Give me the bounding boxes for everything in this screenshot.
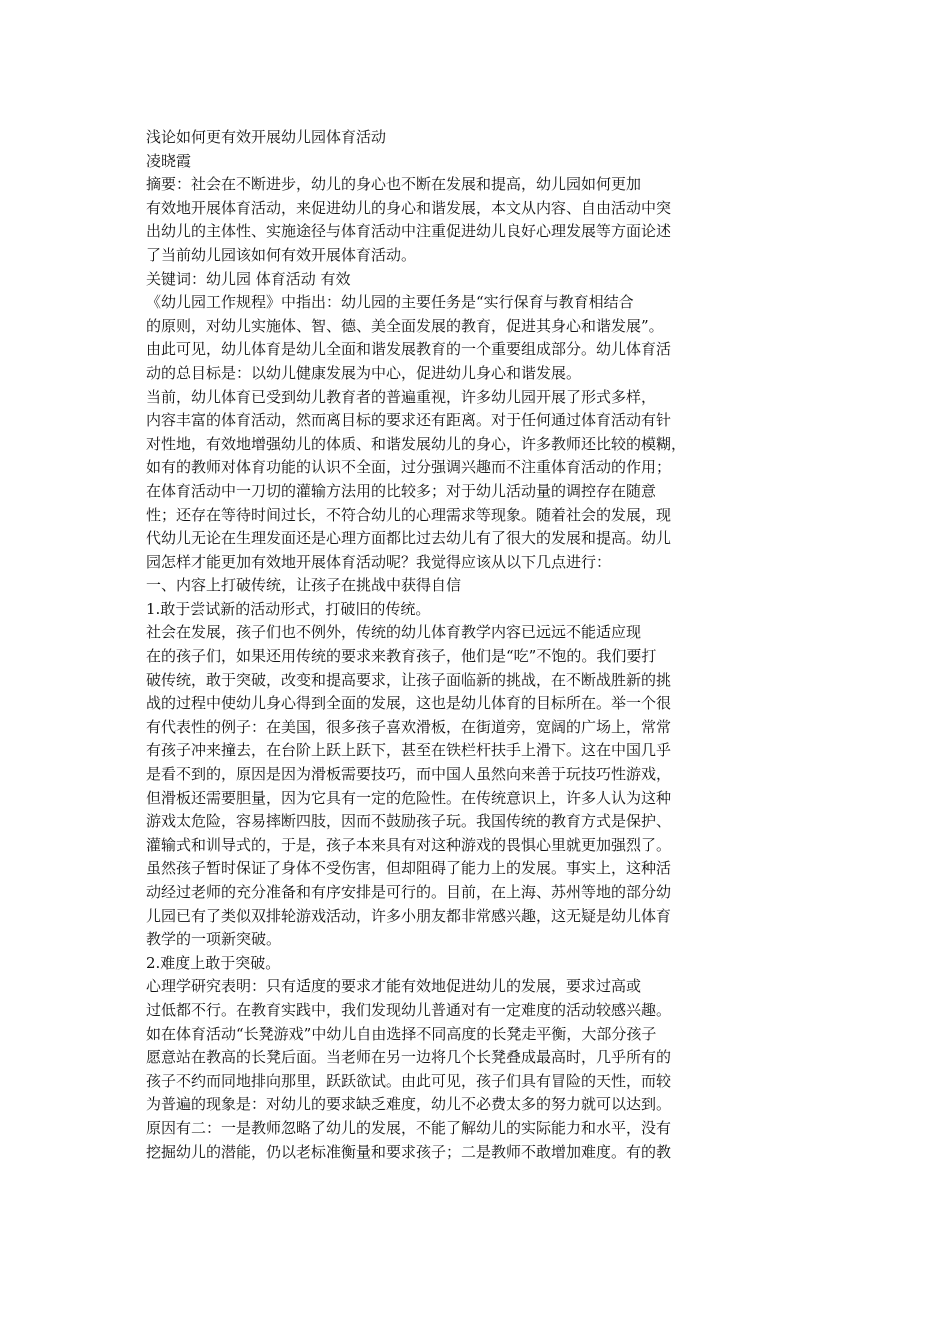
body-line: 原因有二：一是教师忽略了幼儿的发展，不能了解幼儿的实际能力和水平，没有 xyxy=(146,1118,672,1137)
body-line: 内容丰富的体育活动，然而离目标的要求还有距离。对于任何通过体育活动有针 xyxy=(146,411,672,430)
body-line: 有代表性的例子：在美国，很多孩子喜欢滑板，在街道旁，宽阔的广场上，常常 xyxy=(146,717,672,736)
body-line: 出幼儿的主体性、实施途径与体育活动中注重促进幼儿良好心理发展等方面论述 xyxy=(146,222,672,241)
body-line: 但滑板还需要胆量，因为它具有一定的危险性。在传统意识上，许多人认为这种 xyxy=(146,788,672,807)
body-line: 《幼儿园工作规程》中指出：幼儿园的主要任务是“实行保育与教育相结合 xyxy=(146,293,634,312)
body-line: 是看不到的，原因是因为滑板需要技巧，而中国人虽然向来善于玩技巧性游戏， xyxy=(146,765,672,784)
body-line: 2.难度上敢于突破。 xyxy=(146,953,281,972)
body-line: 如有的教师对体育功能的认识不全面，过分强调兴趣而不注重体育活动的作用； xyxy=(146,458,672,477)
body-line: 战的过程中使幼儿身心得到全面的发展，这也是幼儿体育的目标所在。举一个很 xyxy=(146,694,672,713)
body-line: 孩子不约而同地排向那里，跃跃欲试。由此可见，孩子们具有冒险的天性，而较 xyxy=(146,1071,672,1090)
body-line: 愿意站在教高的长凳后面。当老师在另一边将几个长凳叠成最高时，几乎所有的 xyxy=(146,1048,672,1067)
body-line: 摘要：社会在不断进步，幼儿的身心也不断在发展和提高，幼儿园如何更加 xyxy=(146,175,642,194)
body-line: 由此可见，幼儿体育是幼儿全面和谐发展教育的一个重要组成部分。幼儿体育活 xyxy=(146,340,672,359)
document-title: 浅论如何更有效开展幼儿园体育活动 xyxy=(146,128,387,146)
body-line: 心理学研究表明：只有适度的要求才能有效地促进幼儿的发展，要求过高或 xyxy=(146,977,642,996)
body-line: 有效地开展体育活动，来促进幼儿的身心和谐发展，本文从内容、自由活动中突 xyxy=(146,198,672,217)
body-line: 性；还存在等待时间过长，不符合幼儿的心理需求等现象。随着社会的发展，现 xyxy=(146,505,672,524)
body-line: 当前，幼儿体育已受到幼儿教育者的普遍重视，许多幼儿园开展了形式多样， xyxy=(146,387,657,406)
body-line: 挖掘幼儿的潜能，仍以老标准衡量和要求孩子；二是教师不敢增加难度。有的教 xyxy=(146,1142,672,1161)
body-line: 动的总目标是：以幼儿健康发展为中心，促进幼儿身心和谐发展。 xyxy=(146,363,582,382)
body-line: 在体育活动中一刀切的灌输方法用的比较多；对于幼儿活动量的调控存在随意 xyxy=(146,481,657,500)
body-line: 关键词：幼儿园 体育活动 有效 xyxy=(146,269,351,288)
body-line: 了当前幼儿园该如何有效开展体育活动。 xyxy=(146,245,417,264)
document-author: 凌晓霞 xyxy=(146,151,192,170)
document-body xyxy=(146,173,746,1164)
body-line: 游戏太危险，容易摔断四肢，因而不鼓励孩子玩。我国传统的教育方式是保护、 xyxy=(146,812,672,831)
body-line: 儿园已有了类似双排轮游戏活动，许多小朋友都非常感兴趣，这无疑是幼儿体育 xyxy=(146,906,672,925)
body-line: 代幼儿无论在生理发面还是心理方面都比过去幼儿有了很大的发展和提高。幼儿 xyxy=(146,529,672,548)
body-line: 破传统，敢于突破，改变和提高要求，让孩子面临新的挑战，在不断战胜新的挑 xyxy=(146,670,672,689)
body-line: 虽然孩子暂时保证了身体不受伤害，但却阻碍了能力上的发展。事实上，这种活 xyxy=(146,859,672,878)
body-line: 的原则，对幼儿实施体、智、德、美全面发展的教育，促进其身心和谐发展”。 xyxy=(146,316,664,335)
body-line: 1.敢于尝试新的活动形式，打破旧的传统。 xyxy=(146,599,431,618)
body-line: 对性地，有效地增强幼儿的体质、和谐发展幼儿的身心，许多教师还比较的模糊， xyxy=(146,434,687,453)
body-line: 如在体育活动“长凳游戏”中幼儿自由选择不同高度的长凳走平衡，大部分孩子 xyxy=(146,1024,657,1043)
body-line: 教学的一项新突破。 xyxy=(146,930,282,949)
body-line: 一、内容上打破传统，让孩子在挑战中获得自信 xyxy=(146,576,462,595)
body-line: 社会在发展，孩子们也不例外，传统的幼儿体育教学内容已远远不能适应现 xyxy=(146,623,642,642)
body-line: 过低都不行。在教育实践中，我们发现幼儿普通对有一定难度的活动较感兴趣。 xyxy=(146,1000,672,1019)
body-line: 园怎样才能更加有效地开展体育活动呢？我觉得应该从以下几点进行： xyxy=(146,552,612,571)
body-line: 灌输式和训导式的，于是，孩子本来具有对这种游戏的畏惧心里就更加强烈了。 xyxy=(146,835,672,854)
body-line: 有孩子冲来撞去，在台阶上跃上跃下，甚至在铁栏杆扶手上滑下。这在中国几乎 xyxy=(146,741,672,760)
body-line: 动经过老师的充分准备和有序安排是可行的。目前，在上海、苏州等地的部分幼 xyxy=(146,883,672,901)
body-line: 为普遍的现象是：对幼儿的要求缺乏难度，幼儿不必费太多的努力就可以达到。 xyxy=(146,1095,672,1114)
body-line: 在的孩子们，如果还用传统的要求来教育孩子，他们是“吃”不饱的。我们要打 xyxy=(146,647,657,666)
document-page xyxy=(146,126,746,1164)
